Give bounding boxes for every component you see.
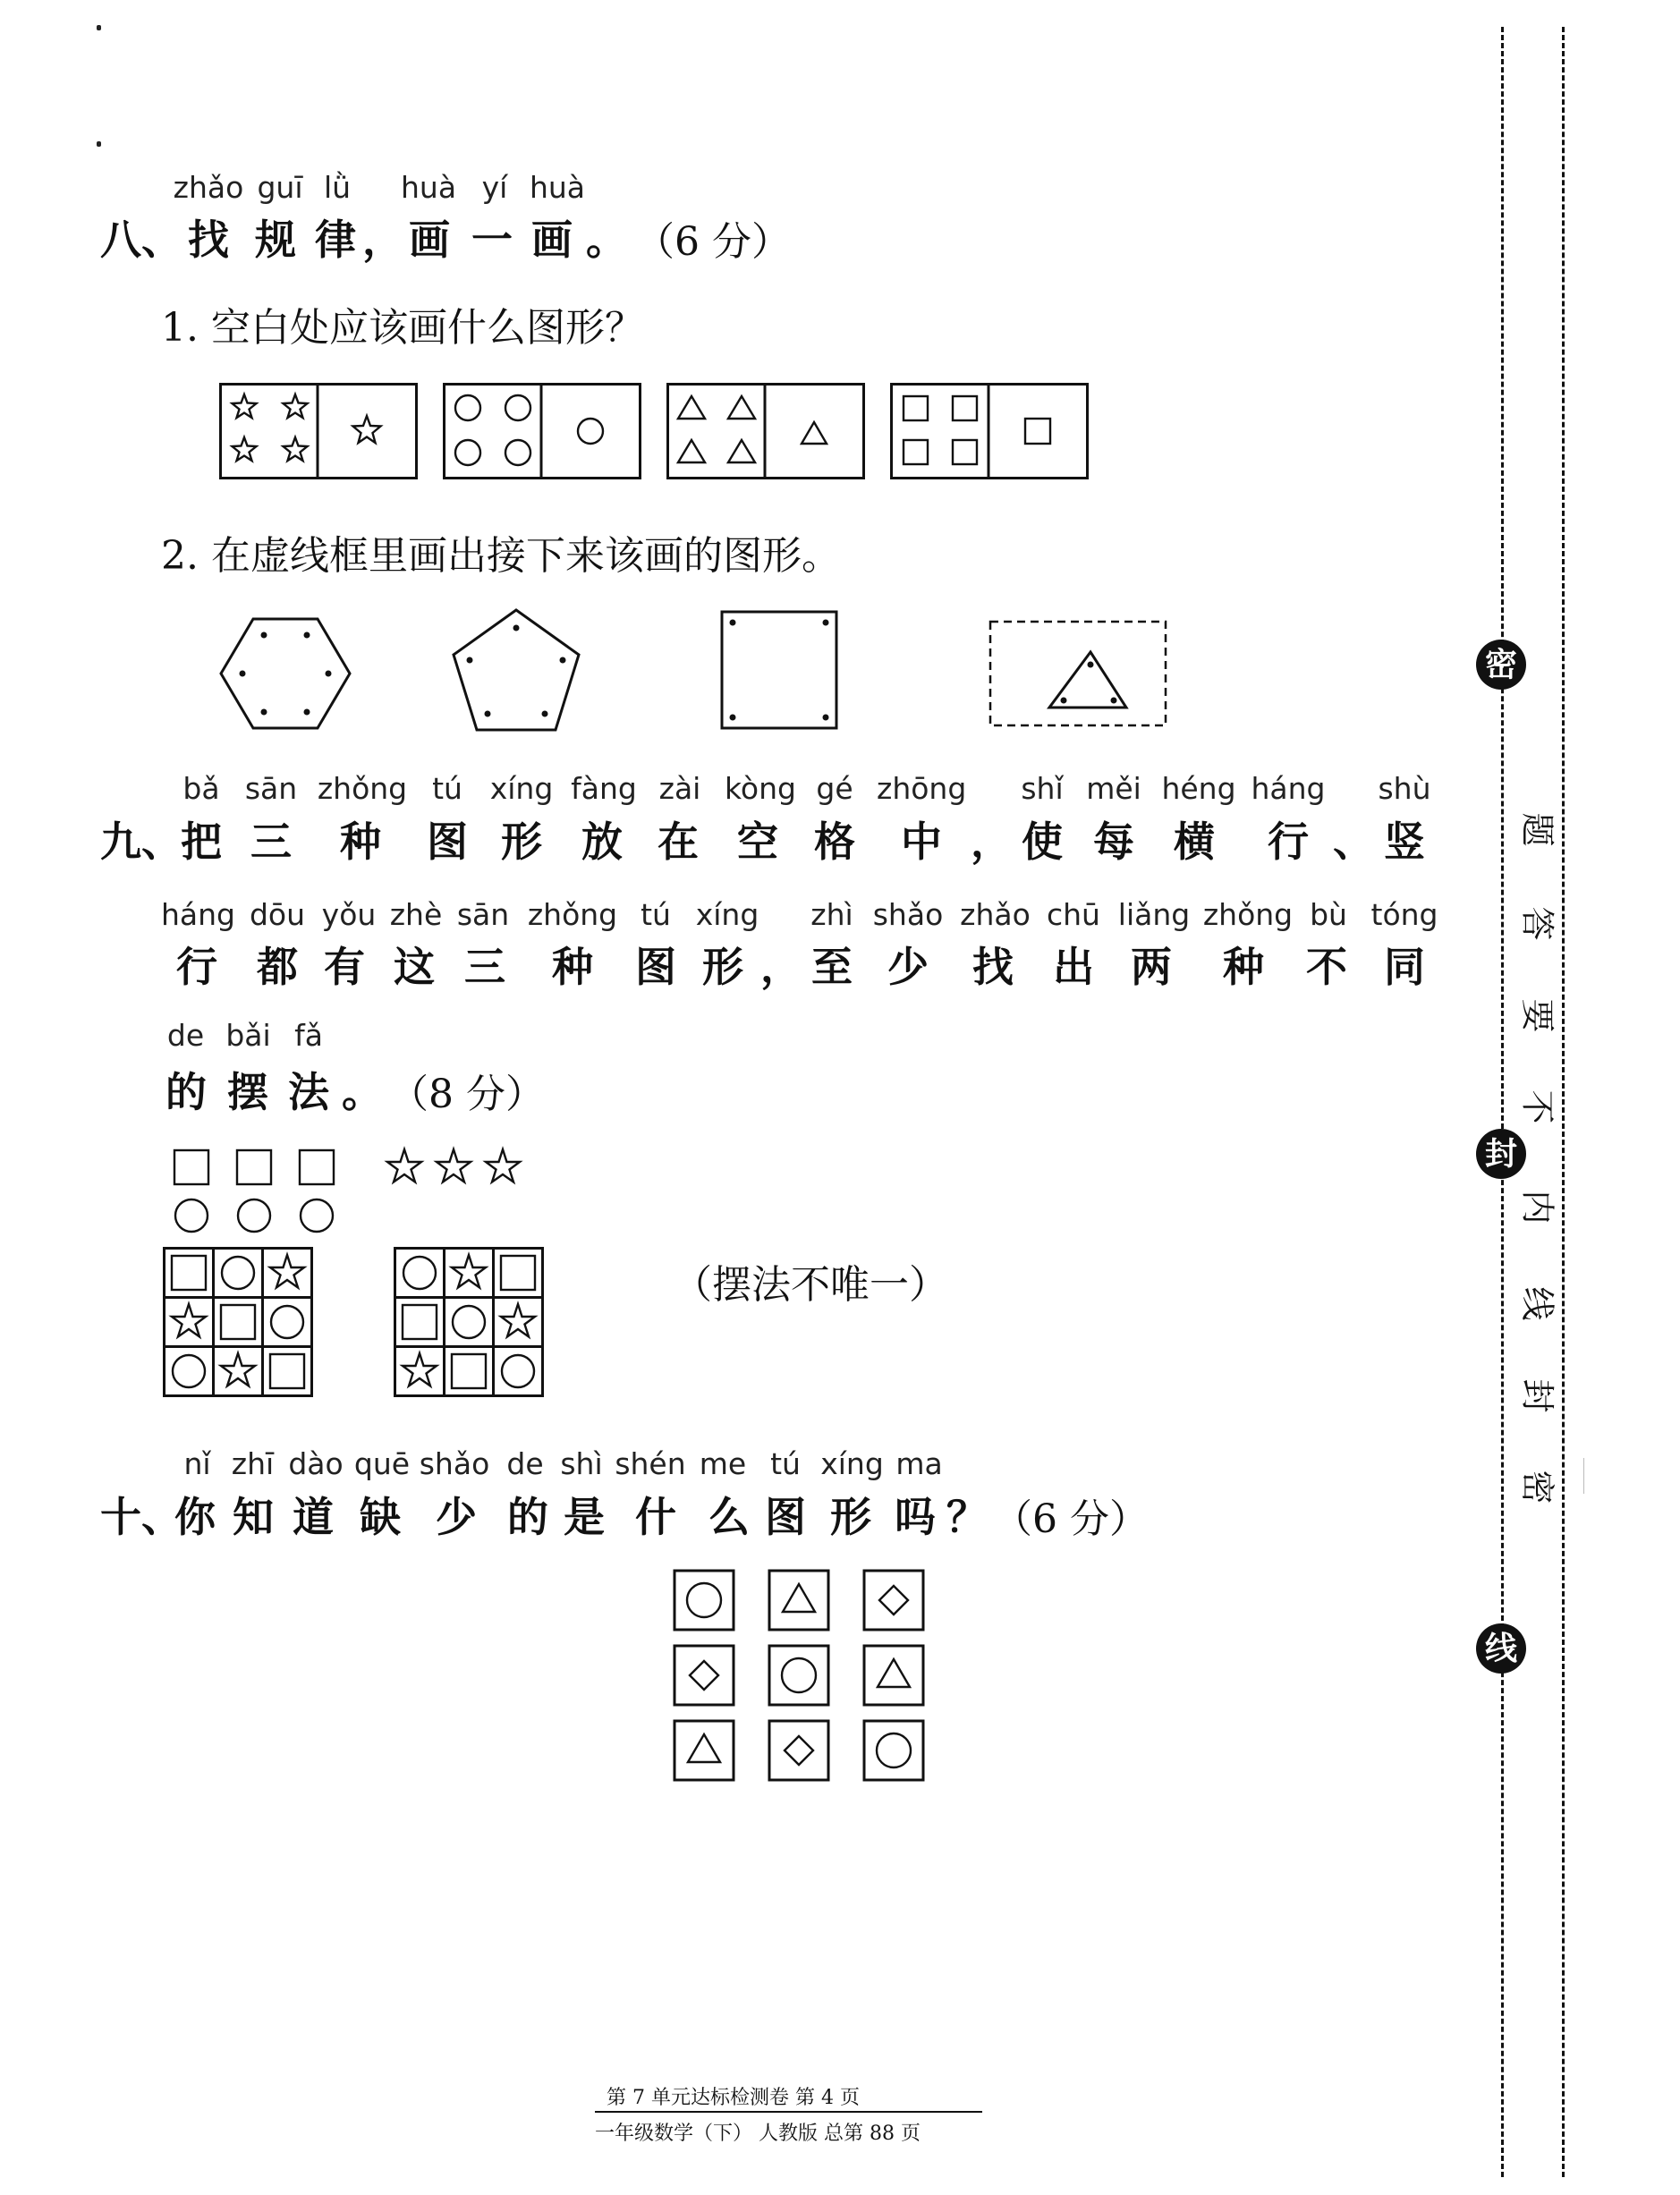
heading-char: 在 [658, 818, 699, 866]
seal-feng: 封 [1476, 1129, 1526, 1179]
heading-char: 一 [471, 216, 513, 264]
warning-char: 密 [1517, 1470, 1557, 1504]
pinyin: héng [1161, 771, 1236, 806]
star-icon [353, 416, 381, 443]
pinyin: bù [1310, 897, 1347, 932]
pinyin: xíng [820, 1446, 884, 1481]
pinyin: nǐ [183, 1446, 211, 1481]
warning-char: 封 [1517, 1378, 1557, 1413]
heading-char: 是 [564, 1493, 605, 1541]
heading-char: 每 [1093, 818, 1134, 866]
answer-dashed-box [988, 620, 1167, 727]
cell-3-2 [769, 1721, 828, 1780]
warning-char: 要 [1517, 998, 1557, 1033]
pinyin: zhè [389, 897, 443, 932]
heading-char: 行 [1268, 818, 1309, 866]
pinyin: háng [161, 897, 235, 932]
pinyin: huà [529, 170, 586, 205]
answer-grid-2 [394, 1247, 544, 1397]
pinyin: fàng [571, 771, 637, 806]
heading-char: 出 [1053, 943, 1094, 991]
pinyin: guī [257, 170, 303, 205]
pinyin: sān [456, 897, 510, 932]
section-number: 九、 [100, 818, 182, 866]
heading-char: 横 [1174, 818, 1215, 866]
section-number: 八、 [100, 216, 182, 264]
heading-char: 道 [293, 1493, 334, 1541]
heading-char: 、 [1333, 818, 1374, 866]
pinyin: zhī [231, 1446, 275, 1481]
pinyin: kòng [725, 771, 796, 806]
heading-char: 三 [250, 818, 292, 866]
pinyin: bǎi [225, 1018, 271, 1053]
pinyin: dào [288, 1446, 344, 1481]
heading-char: 空 [737, 818, 778, 866]
pinyin: me [699, 1446, 747, 1481]
heading-char: 么 [708, 1493, 750, 1541]
heading-char: 这 [394, 943, 435, 991]
footer-line-2: 一年级数学（下） 人教版 总第 88 页 [595, 2123, 921, 2145]
score: （6 分） [993, 1496, 1149, 1542]
star-icon [486, 1149, 520, 1182]
pinyin: měi [1086, 771, 1141, 806]
heading-char: 找 [972, 943, 1014, 991]
cell-3-3 [864, 1721, 923, 1780]
pinyin: de [166, 1018, 205, 1053]
pinyin: dōu [249, 897, 306, 932]
score: （6 分） [635, 219, 791, 265]
star-icon [233, 394, 257, 418]
pinyin: shǐ [1021, 771, 1064, 806]
heading-char: 。 [586, 216, 627, 264]
footer-rule [595, 2111, 982, 2113]
heading-char: 的 [165, 1068, 207, 1116]
circle-icon [175, 1199, 208, 1232]
pinyin: tú [770, 1446, 801, 1481]
pinyin: xíng [695, 897, 759, 932]
hexagon-icon [219, 617, 352, 730]
heading-char: 图 [635, 943, 676, 991]
star-icon [284, 394, 308, 418]
circle-icon [238, 1199, 270, 1232]
pinyin: zhǎo [173, 170, 244, 205]
heading-char: 少 [887, 943, 929, 991]
heading-char: 摆 [227, 1068, 268, 1116]
heading-char: 缺 [360, 1493, 401, 1541]
heading-char: 画 [531, 216, 573, 264]
pinyin: chū [1047, 897, 1100, 932]
heading-char: 放 [581, 818, 623, 866]
cell-2-3 [864, 1646, 923, 1705]
heading-char: 有 [324, 943, 365, 991]
warning-char: 线 [1517, 1286, 1557, 1321]
heading-char: 种 [552, 943, 593, 991]
pinyin: zài [658, 771, 701, 806]
section-number: 十、 [100, 1493, 182, 1541]
star-icon [233, 437, 257, 461]
heading-char: 律 [315, 216, 356, 264]
heading-char: 知 [233, 1493, 274, 1541]
heading-char: 画 [409, 216, 450, 264]
speck [97, 25, 101, 30]
footer-line-1: 第 7 单元达标检测卷 第 4 页 [607, 2087, 860, 2109]
warning-char: 答 [1517, 906, 1557, 941]
pinyin: de [506, 1446, 544, 1481]
cell-1-3 [864, 1571, 923, 1630]
pattern-box-squares [890, 383, 1089, 479]
pinyin: shù [1378, 771, 1431, 806]
heading-char: 都 [257, 943, 298, 991]
warning-char: 不 [1517, 1089, 1557, 1124]
heading-char: ？ [946, 1493, 988, 1541]
heading-char: 找 [188, 216, 229, 264]
cell-1-1 [675, 1571, 734, 1630]
circle-icon [301, 1199, 333, 1232]
star-icon [437, 1149, 471, 1182]
heading-char: 图 [427, 818, 468, 866]
pinyin: shén [615, 1446, 686, 1481]
seal-xian: 线 [1476, 1623, 1526, 1674]
cell-2-2 [769, 1646, 828, 1705]
square-icon [174, 1150, 208, 1184]
pinyin: fǎ [294, 1018, 323, 1053]
question-2: 2. 在虚线框里画出接下来该画的图形。 [161, 533, 841, 579]
pinyin: xíng [489, 771, 554, 806]
square-icon [300, 1150, 334, 1184]
heading-char: 三 [464, 943, 505, 991]
heading-char: 格 [814, 818, 855, 866]
heading-char: 至 [811, 943, 853, 991]
shape-pool [165, 1145, 541, 1243]
pinyin: zhì [810, 897, 853, 932]
pinyin: lǜ [323, 170, 352, 205]
cell-1-2 [769, 1571, 828, 1630]
heading-char: ， [971, 818, 1012, 866]
heading-char: 法 [288, 1068, 329, 1116]
pinyin: tú [641, 897, 671, 932]
warning-char: 内 [1517, 1190, 1557, 1225]
pinyin: tú [432, 771, 462, 806]
star-icon [284, 437, 308, 461]
heading-char: 种 [1223, 943, 1264, 991]
pinyin: shǎo [872, 897, 944, 932]
heading-char: 形 [830, 1493, 871, 1541]
question-1: 1. 空白处应该画什么图形？ [161, 305, 644, 351]
pinyin: shǎo [419, 1446, 490, 1481]
heading-char: 形 [702, 943, 743, 991]
seal-mi: 密 [1476, 640, 1526, 690]
pattern-box-triangles [666, 383, 865, 479]
triangle-icon [1049, 652, 1126, 708]
heading-char: 少 [436, 1493, 477, 1541]
heading-char: 什 [635, 1493, 676, 1541]
cell-2-1 [675, 1646, 734, 1705]
heading-char: 竖 [1384, 818, 1425, 866]
pinyin: zhǒng [527, 897, 618, 932]
pinyin: tóng [1370, 897, 1438, 932]
heading-char: 同 [1384, 943, 1425, 991]
heading-char: ， [760, 943, 802, 991]
pinyin: bǎ [182, 771, 220, 806]
pinyin: zhōng [877, 771, 967, 806]
pinyin: háng [1251, 771, 1326, 806]
score: （8 分） [389, 1072, 545, 1117]
heading-char: 使 [1022, 818, 1063, 866]
pinyin: zhǒng [1202, 897, 1294, 932]
heading-char: 规 [255, 216, 296, 264]
heading-char: ， [362, 216, 403, 264]
speck [97, 141, 101, 147]
pinyin: zhǒng [317, 771, 408, 806]
margin-edge-line [1583, 1458, 1584, 1494]
pentagon-icon [452, 608, 581, 732]
pinyin: yǒu [321, 897, 377, 932]
pinyin: yí [481, 170, 508, 205]
square-icon [720, 610, 838, 730]
square-icon [237, 1150, 271, 1184]
heading-char: 不 [1306, 943, 1347, 991]
star-icon [387, 1149, 421, 1182]
pinyin: shì [560, 1446, 603, 1481]
pattern-box-circles [443, 383, 641, 479]
heading-char: 图 [765, 1493, 806, 1541]
heading-char: 。 [342, 1068, 383, 1116]
binding-dashed-line [1501, 27, 1504, 2177]
heading-char: 种 [340, 818, 381, 866]
heading-char: 行 [176, 943, 217, 991]
heading-char: 你 [174, 1493, 216, 1541]
heading-char: 形 [501, 818, 542, 866]
pattern-box-stars [219, 383, 418, 479]
heading-char: 把 [181, 818, 222, 866]
pinyin: sān [244, 771, 298, 806]
missing-shape-grid [673, 1569, 932, 1784]
answer-grid-1 [163, 1247, 313, 1397]
arrangement-note: （摆法不唯一） [673, 1262, 948, 1308]
pinyin: liǎng [1117, 897, 1191, 932]
pinyin: gé [816, 771, 853, 806]
cell-3-1 [675, 1721, 734, 1780]
heading-char: 的 [507, 1493, 548, 1541]
pinyin: ma [895, 1446, 943, 1481]
heading-char: 两 [1131, 943, 1172, 991]
heading-char: 吗 [895, 1493, 936, 1541]
pinyin: zhǎo [960, 897, 1031, 932]
heading-char: 中 [901, 818, 942, 866]
pinyin: huà [401, 170, 457, 205]
pinyin: quē [353, 1446, 411, 1481]
warning-char: 题 [1517, 812, 1557, 847]
